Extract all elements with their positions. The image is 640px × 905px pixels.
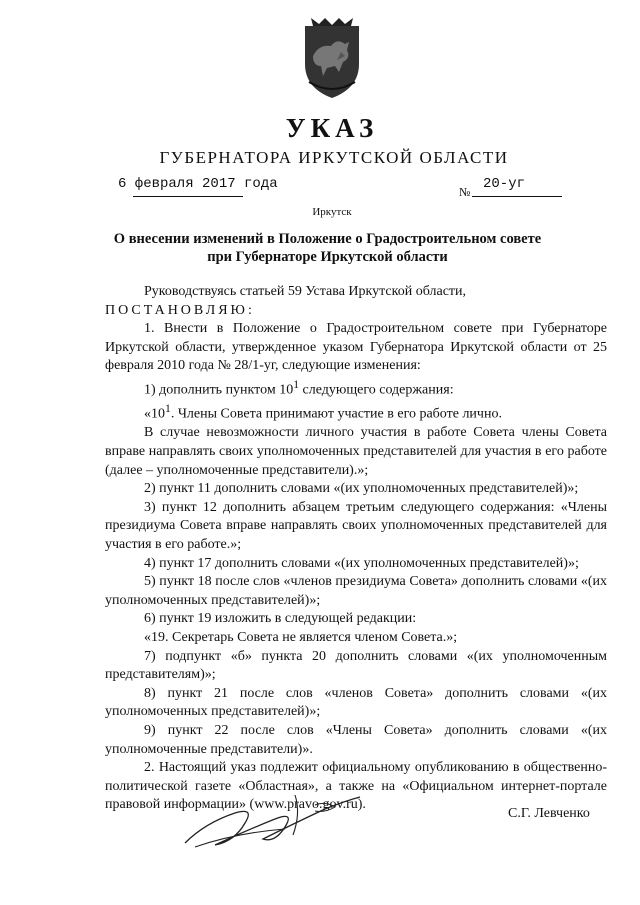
- item-2: 2) пункт 11 дополнить словами «(их уполномоченных представителей)»;: [144, 481, 579, 497]
- decree-title: УКАЗ: [285, 113, 379, 143]
- handwritten-signature: [175, 783, 365, 853]
- item-9: 9) пункт 22 после слов «Члены Совета» дополнить словами «(их уполномоченные представители)».: [105, 722, 607, 757]
- item-1-text: 1) дополнить пунктом 10: [144, 382, 294, 398]
- item-1-superscript: 1: [293, 377, 300, 391]
- item-6-quote: «19. Секретарь Совета не является членом Совета.»;: [144, 630, 458, 645]
- number-sign: №: [459, 185, 471, 199]
- quote-1-text: . Члены Совета принимают участие в его работе лично.: [170, 406, 502, 422]
- decree-subtitle: ГУБЕРНАТОРА ИРКУТСКОЙ ОБЛАСТИ: [159, 148, 509, 167]
- item-5: 5) пункт 18 после слов «членов президиума Совета» дополнить словами «(их уполномоченных представителей)»;: [105, 574, 607, 608]
- paragraph-1: 1. Внести в Положение о Градостроительном совете при Губернаторе Иркутской области, утвержденное указом Губернатора Иркутской области от 25 февраля 2010 года № 28/1-уг, следующие изменения:: [105, 321, 607, 374]
- signer-name: С.Г. Левченко: [508, 806, 590, 821]
- decree-number: 20-уг: [483, 176, 526, 192]
- quote-1: [105, 400, 607, 424]
- quote-1-continuation: В случае невозможности личного участия в работе Совета члены Совета вправе направлять своих уполномоченных представителей для участия в его работе (далее – уполномоченные представители).»;: [105, 425, 607, 478]
- intro-paragraph: Руководствуясь статьей 59 Устава Иркутской области,: [144, 284, 467, 299]
- decree-date: 6 февраля 2017 года: [118, 176, 278, 192]
- coat-of-arms-emblem: [301, 16, 363, 100]
- item-6: 6) пункт 19 изложить в следующей редакции:: [144, 611, 417, 627]
- item-4: 4) пункт 17 дополнить словами «(их уполномоченных представителей)»;: [144, 555, 579, 571]
- item-3: 3) пункт 12 дополнить абзацем третьим следующего содержания: «Члены президиума Совета вправе направлять своих уполномоченных представителей для участия в его работе.»;: [105, 499, 607, 553]
- document-heading: [100, 230, 555, 266]
- item-7: 7) подпункт «б» пункта 20 дополнить словами «(их уполномоченным представителям)»;: [105, 648, 607, 683]
- number-underline: [472, 196, 562, 197]
- item-1-tail: следующего содержания:: [299, 382, 454, 398]
- heading-line-1: О внесении изменений в Положение о Градостроительном совете: [113, 231, 542, 247]
- item-1: [105, 376, 607, 400]
- quote-1-start: «10: [144, 406, 165, 422]
- date-underline: [133, 196, 243, 197]
- city-name: Иркутск: [312, 206, 352, 218]
- paragraph-2: 2. Настоящий указ подлежит официальному опубликованию в общественно-политической газете «Областная», а также на «Официальном интернет-портале правовой информации» (www.pravo.gov.ru).: [105, 760, 607, 813]
- item-8: 8) пункт 21 после слов «членов Совета» дополнить словами «(их уполномоченных представителей)»;: [105, 685, 607, 720]
- quote-1-superscript: 1: [165, 402, 171, 416]
- decree-word: ПОСТАНОВЛЯЮ:: [105, 302, 255, 318]
- heading-line-2: при Губернаторе Иркутской области: [207, 249, 448, 265]
- decree-body: [105, 283, 607, 815]
